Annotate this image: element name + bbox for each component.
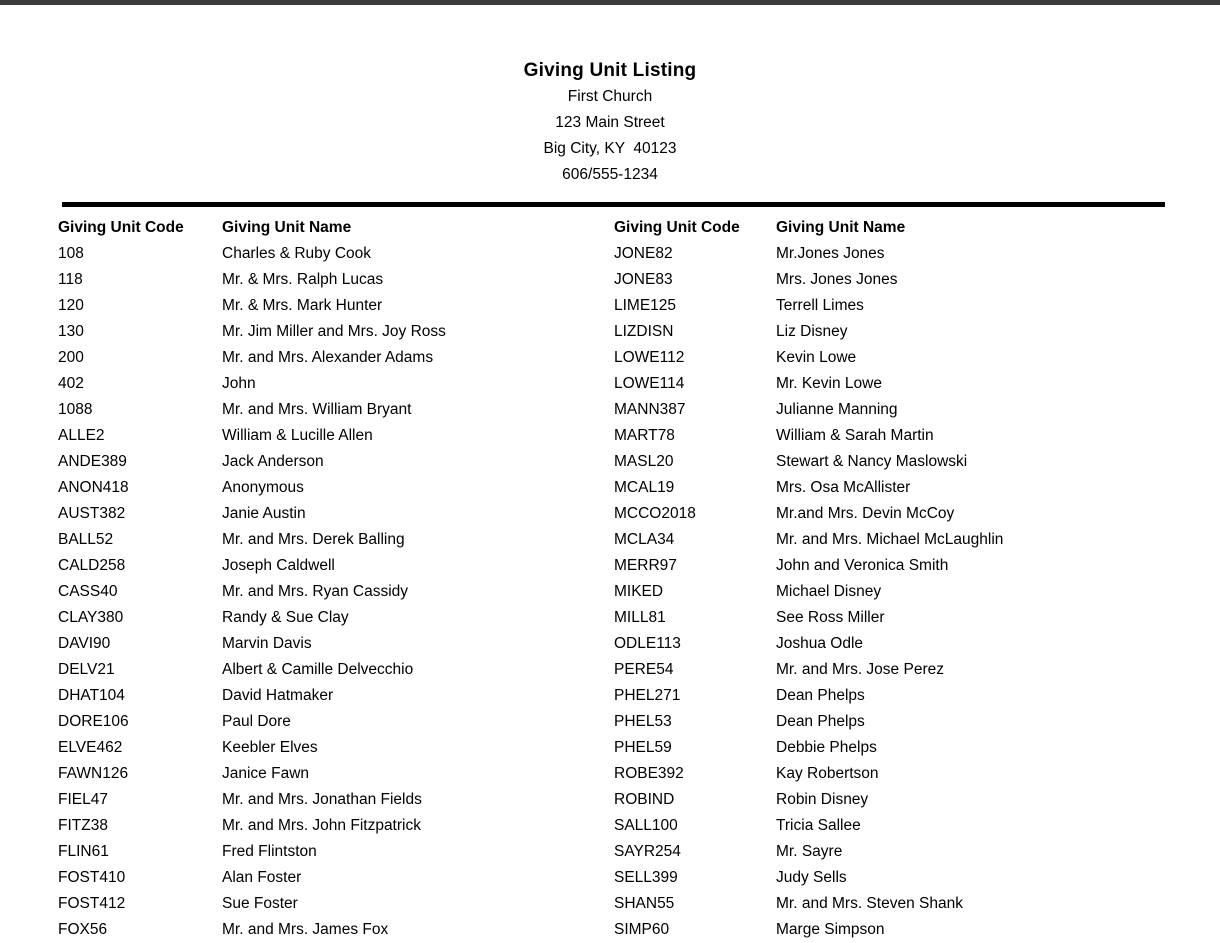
column-header-name: Giving Unit Name — [776, 219, 906, 236]
giving-unit-name-cell: Liz Disney — [776, 323, 848, 340]
table-row — [58, 579, 562, 605]
giving-unit-name-cell: Robin Disney — [776, 791, 869, 808]
giving-unit-code-cell: MCLA34 — [614, 531, 675, 548]
table-header-row — [614, 215, 1116, 241]
giving-unit-name-cell: Jack Anderson — [222, 453, 324, 470]
giving-unit-code-cell: 108 — [58, 245, 84, 262]
giving-unit-name-cell: Marge Simpson — [776, 921, 885, 938]
giving-unit-code-cell: 118 — [58, 271, 83, 288]
table-row — [58, 891, 562, 917]
giving-unit-code-cell: SAYR254 — [614, 843, 681, 860]
giving-unit-code-cell: 1088 — [58, 401, 93, 418]
organization-name: First Church — [567, 88, 653, 105]
giving-unit-code-cell: LIME125 — [614, 297, 677, 314]
giving-unit-code-cell: FIEL47 — [58, 791, 108, 808]
giving-unit-name-cell: Mr. and Mrs. Derek Balling — [222, 531, 405, 548]
giving-unit-name-cell: Paul Dore — [222, 713, 291, 730]
giving-unit-code-cell: SELL399 — [614, 869, 678, 886]
giving-unit-name-cell: Anonymous — [222, 479, 304, 496]
table-row — [58, 345, 562, 371]
giving-unit-name-cell: Joshua Odle — [776, 635, 864, 652]
giving-unit-name-cell: Alan Foster — [222, 869, 302, 886]
giving-unit-name-cell: Mr. Kevin Lowe — [776, 375, 882, 392]
giving-unit-name-cell: William & Lucille Allen — [222, 427, 373, 444]
table-row — [614, 813, 1116, 839]
giving-unit-code-cell: FAWN126 — [58, 765, 129, 782]
giving-unit-code-cell: DELV21 — [58, 661, 115, 678]
table-row — [58, 917, 562, 943]
window-top-edge — [0, 0, 1220, 5]
giving-unit-code-cell: 402 — [58, 375, 84, 392]
table-row — [614, 917, 1116, 943]
table-row — [58, 501, 562, 527]
giving-unit-name-cell: Mrs. Jones Jones — [776, 271, 898, 288]
table-row — [58, 709, 562, 735]
giving-unit-code-cell: BALL52 — [58, 531, 114, 548]
giving-unit-code-cell: PERE54 — [614, 661, 674, 678]
giving-unit-code-cell: CASS40 — [58, 583, 118, 600]
table-row — [58, 319, 562, 345]
table-row — [58, 683, 562, 709]
giving-unit-code-cell: FLIN61 — [58, 843, 109, 860]
table-row — [614, 761, 1116, 787]
column-header-code: Giving Unit Code — [58, 219, 184, 236]
report-title: Giving Unit Listing — [523, 60, 697, 81]
giving-unit-code-cell: 120 — [58, 297, 84, 314]
giving-unit-name-cell: Mr. and Mrs. Jonathan Fields — [222, 791, 422, 808]
giving-unit-name-cell: Charles & Ruby Cook — [222, 245, 372, 262]
table-row — [58, 761, 562, 787]
giving-unit-code-cell: LOWE112 — [614, 349, 685, 366]
table-row — [58, 449, 562, 475]
giving-unit-name-cell: See Ross Miller — [776, 609, 885, 626]
giving-unit-table-right — [614, 215, 1116, 943]
table-row — [58, 657, 562, 683]
giving-unit-name-cell: Mr.and Mrs. Devin McCoy — [776, 505, 955, 522]
giving-unit-name-cell: Michael Disney — [776, 583, 882, 600]
table-row — [58, 839, 562, 865]
giving-unit-name-cell: Stewart & Nancy Maslowski — [776, 453, 968, 470]
giving-unit-name-cell: Mr. and Mrs. James Fox — [222, 921, 389, 938]
giving-unit-code-cell: ROBIND — [614, 791, 675, 808]
table-row — [614, 527, 1116, 553]
giving-unit-name-cell: Kay Robertson — [776, 765, 879, 782]
table-row — [614, 891, 1116, 917]
header-divider-rule — [62, 202, 1165, 207]
giving-unit-name-cell: Mr. and Mrs. John Fitzpatrick — [222, 817, 421, 834]
giving-unit-code-cell: ANDE389 — [58, 453, 127, 470]
table-header-row — [58, 215, 562, 241]
organization-city-state-zip: Big City, KY 40123 — [543, 140, 677, 157]
giving-unit-name-cell: Julianne Manning — [776, 401, 898, 418]
giving-unit-name-cell: Mr. & Mrs. Mark Hunter — [222, 297, 383, 314]
table-row — [614, 683, 1116, 709]
column-header-code: Giving Unit Code — [614, 219, 740, 236]
table-row — [614, 553, 1116, 579]
table-row — [614, 267, 1116, 293]
table-row — [58, 735, 562, 761]
table-row — [614, 605, 1116, 631]
giving-unit-name-cell: John — [222, 375, 256, 392]
table-row — [614, 319, 1116, 345]
giving-unit-name-cell: David Hatmaker — [222, 687, 334, 704]
table-row — [58, 371, 562, 397]
table-row — [58, 631, 562, 657]
giving-unit-name-cell: Dean Phelps — [776, 713, 865, 730]
giving-unit-name-cell: John and Veronica Smith — [776, 557, 949, 574]
giving-unit-name-cell: Mr. & Mrs. Ralph Lucas — [222, 271, 384, 288]
organization-address: 123 Main Street — [555, 114, 665, 131]
table-row — [58, 241, 562, 267]
giving-unit-name-cell: William & Sarah Martin — [776, 427, 934, 444]
table-row — [614, 657, 1116, 683]
table-row — [614, 241, 1116, 267]
giving-unit-code-cell: PHEL59 — [614, 739, 672, 756]
table-row — [614, 865, 1116, 891]
giving-unit-name-cell: Janice Fawn — [222, 765, 310, 782]
giving-unit-name-cell: Mr. and Mrs. Alexander Adams — [222, 349, 434, 366]
giving-unit-name-cell: Fred Flintston — [222, 843, 317, 860]
table-row — [614, 709, 1116, 735]
column-header-name: Giving Unit Name — [222, 219, 352, 236]
giving-unit-name-cell: Mr. Sayre — [776, 843, 843, 860]
giving-unit-code-cell: PHEL53 — [614, 713, 672, 730]
giving-unit-name-cell: Mr.Jones Jones — [776, 245, 885, 262]
table-row — [58, 475, 562, 501]
giving-unit-code-cell: SHAN55 — [614, 895, 675, 912]
giving-unit-code-cell: JONE82 — [614, 245, 673, 262]
giving-unit-code-cell: FOST412 — [58, 895, 126, 912]
giving-unit-code-cell: ALLE2 — [58, 427, 105, 444]
giving-unit-name-cell: Debbie Phelps — [776, 739, 877, 756]
table-row — [614, 475, 1116, 501]
table-row — [614, 423, 1116, 449]
table-row — [58, 865, 562, 891]
table-row — [614, 293, 1116, 319]
giving-unit-code-cell: DAVI90 — [58, 635, 111, 652]
giving-unit-name-cell: Keebler Elves — [222, 739, 318, 756]
giving-unit-code-cell: FITZ38 — [58, 817, 108, 834]
giving-unit-code-cell: LOWE114 — [614, 375, 685, 392]
giving-unit-code-cell: FOST410 — [58, 869, 126, 886]
giving-unit-table-left — [58, 215, 562, 943]
table-row — [614, 839, 1116, 865]
table-row — [58, 397, 562, 423]
giving-unit-code-cell: CLAY380 — [58, 609, 124, 626]
table-row — [58, 267, 562, 293]
table-row — [58, 787, 562, 813]
giving-unit-code-cell: MANN387 — [614, 401, 686, 418]
giving-unit-name-cell: Terrell Limes — [776, 297, 864, 314]
giving-unit-code-cell: JONE83 — [614, 271, 673, 288]
giving-unit-name-cell: Mr. Jim Miller and Mrs. Joy Ross — [222, 323, 446, 340]
giving-unit-name-cell: Mr. and Mrs. Jose Perez — [776, 661, 944, 678]
giving-unit-code-cell: SIMP60 — [614, 921, 670, 938]
table-row — [58, 605, 562, 631]
report-header — [0, 57, 1220, 188]
giving-unit-code-cell: DORE106 — [58, 713, 129, 730]
giving-unit-name-cell: Tricia Sallee — [776, 817, 861, 834]
giving-unit-code-cell: 130 — [58, 323, 84, 340]
table-row — [58, 423, 562, 449]
giving-unit-code-cell: ELVE462 — [58, 739, 123, 756]
giving-unit-name-cell: Mr. and Mrs. William Bryant — [222, 401, 412, 418]
giving-unit-code-cell: SALL100 — [614, 817, 678, 834]
giving-unit-name-cell: Marvin Davis — [222, 635, 312, 652]
table-row — [58, 293, 562, 319]
giving-unit-name-cell: Janie Austin — [222, 505, 306, 522]
giving-unit-code-cell: PHEL271 — [614, 687, 681, 704]
giving-unit-code-cell: AUST382 — [58, 505, 126, 522]
giving-unit-code-cell: ODLE113 — [614, 635, 681, 652]
giving-unit-name-cell: Mr. and Mrs. Michael McLaughlin — [776, 531, 1004, 548]
giving-unit-name-cell: Judy Sells — [776, 869, 847, 886]
table-row — [58, 813, 562, 839]
giving-unit-code-cell: MIKED — [614, 583, 664, 600]
table-row — [614, 631, 1116, 657]
giving-unit-code-cell: DHAT104 — [58, 687, 125, 704]
giving-unit-code-cell: MILL81 — [614, 609, 666, 626]
giving-unit-code-cell: MART78 — [614, 427, 675, 444]
giving-unit-code-cell: MASL20 — [614, 453, 674, 470]
table-row — [614, 345, 1116, 371]
giving-unit-name-cell: Mrs. Osa McAllister — [776, 479, 911, 496]
giving-unit-name-cell: Kevin Lowe — [776, 349, 857, 366]
table-row — [58, 527, 562, 553]
giving-unit-code-cell: MERR97 — [614, 557, 677, 574]
giving-unit-code-cell: MCCO2018 — [614, 505, 696, 522]
giving-unit-code-cell: CALD258 — [58, 557, 126, 574]
giving-unit-name-cell: Joseph Caldwell — [222, 557, 335, 574]
giving-unit-name-cell: Dean Phelps — [776, 687, 865, 704]
giving-unit-code-cell: 200 — [58, 349, 84, 366]
giving-unit-code-cell: FOX56 — [58, 921, 108, 938]
table-row — [614, 501, 1116, 527]
giving-unit-name-cell: Mr. and Mrs. Steven Shank — [776, 895, 963, 912]
table-row — [58, 553, 562, 579]
giving-unit-code-cell: MCAL19 — [614, 479, 675, 496]
organization-phone: 606/555-1234 — [562, 166, 658, 183]
table-row — [614, 579, 1116, 605]
giving-unit-name-cell: Sue Foster — [222, 895, 298, 912]
giving-unit-name-cell: Mr. and Mrs. Ryan Cassidy — [222, 583, 409, 600]
giving-unit-name-cell: Randy & Sue Clay — [222, 609, 349, 626]
giving-unit-code-cell: ANON418 — [58, 479, 129, 496]
table-row — [614, 371, 1116, 397]
table-row — [614, 449, 1116, 475]
giving-unit-code-cell: ROBE392 — [614, 765, 684, 782]
table-row — [614, 787, 1116, 813]
table-row — [614, 397, 1116, 423]
giving-unit-name-cell: Albert & Camille Delvecchio — [222, 661, 414, 678]
giving-unit-code-cell: LIZDISN — [614, 323, 674, 340]
table-row — [614, 735, 1116, 761]
